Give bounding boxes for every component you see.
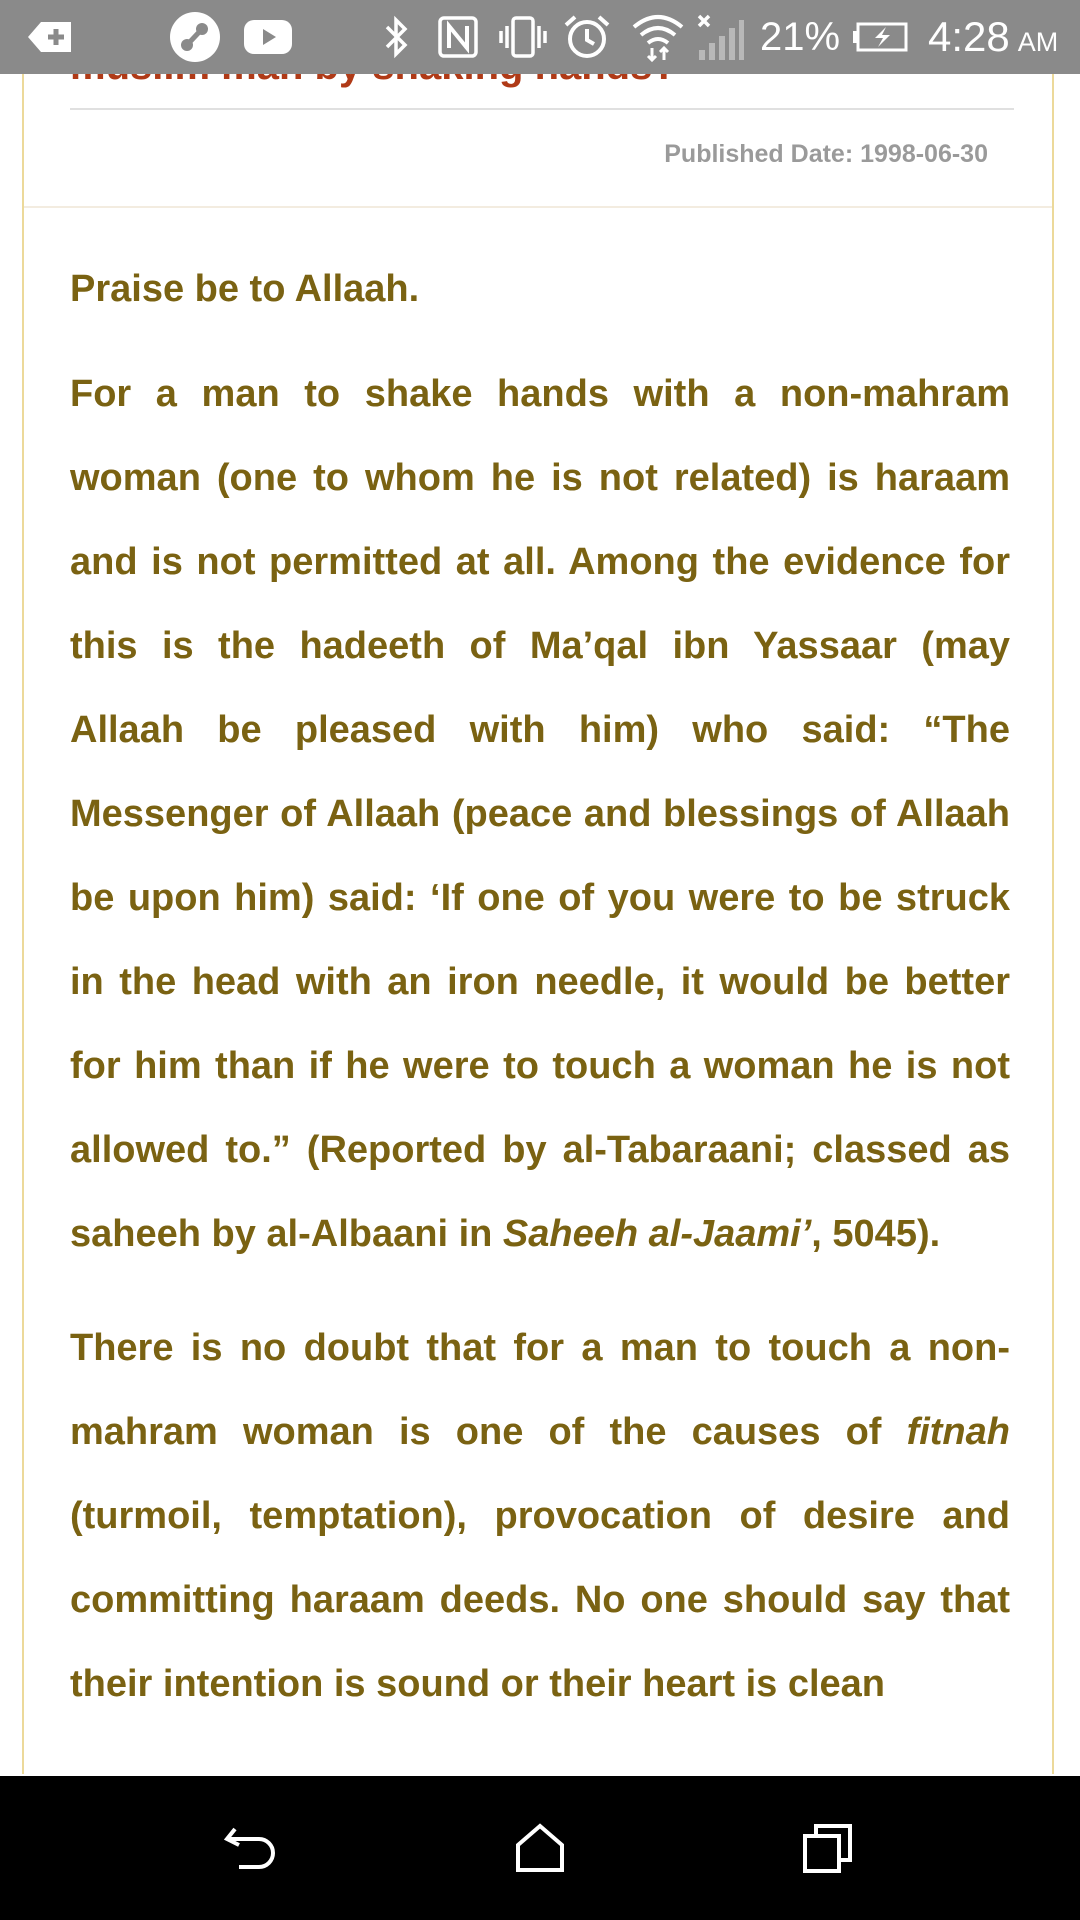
clock-ampm: AM bbox=[1017, 26, 1059, 57]
answer-paragraph: Praise be to Allaah. bbox=[70, 268, 420, 310]
italic-term: fitnah bbox=[906, 1411, 1010, 1453]
recent-apps-button[interactable] bbox=[758, 1776, 898, 1920]
battery-percent: 21% bbox=[759, 14, 841, 59]
home-icon bbox=[514, 1823, 566, 1873]
battery-charging-icon bbox=[850, 0, 910, 74]
recent-apps-icon bbox=[802, 1822, 854, 1874]
back-icon bbox=[223, 1823, 283, 1873]
nfc-icon bbox=[436, 0, 480, 74]
back-button[interactable] bbox=[183, 1776, 323, 1920]
answer-paragraph bbox=[70, 352, 1010, 1276]
bluetooth-icon bbox=[378, 0, 414, 74]
paragraph-text: There is no doubt that for a man to touch a non-mahram woman is one of the causes of bbox=[70, 1327, 1010, 1453]
alarm-icon bbox=[562, 0, 612, 74]
youtube-icon bbox=[240, 0, 296, 74]
link-app-icon bbox=[167, 0, 223, 74]
answer-paragraph bbox=[70, 1306, 1010, 1726]
wifi-icon bbox=[630, 0, 686, 74]
status-bar bbox=[0, 0, 1080, 74]
article-card bbox=[22, 74, 1054, 1774]
paragraph-text: , 5045). bbox=[811, 1213, 941, 1255]
clock bbox=[928, 0, 1068, 74]
clock-time: 4:28 bbox=[928, 13, 1010, 60]
add-notification-icon bbox=[22, 0, 78, 74]
italic-term: Saheeh al-Jaami’ bbox=[502, 1213, 812, 1255]
paragraph-text: For a man to shake hands with a non-mahram woman (one to whom he is not related) is haraam and is not permitted at all. Among the evidence for this is the hadeeth of Ma’qal ibn Yassaar (may Allaah be pleased with him) who said: “The Messenger of Allaah (peace and blessings of Allaah be upon him) said: ‘If one of you were to be struck in the head with an iron needle, it would be better for him than if he were to touch a woman he is not allowed to.” (Reported by al-Tabaraani; classed as saheeh by al-Albaani in bbox=[70, 373, 1010, 1255]
navigation-bar bbox=[0, 1776, 1080, 1920]
article-header bbox=[24, 74, 1052, 208]
answer-body bbox=[70, 248, 1010, 1756]
signal-icon bbox=[694, 0, 746, 74]
published-date: Published Date: 1998-06-30 bbox=[664, 140, 988, 168]
paragraph-text: (turmoil, temptation), provocation of desire and committing haraam deeds. No one should say that their intention is sound or their heart is clean bbox=[70, 1495, 1010, 1705]
title-divider bbox=[70, 108, 1014, 110]
home-button[interactable] bbox=[470, 1776, 610, 1920]
vibrate-icon bbox=[498, 0, 548, 74]
